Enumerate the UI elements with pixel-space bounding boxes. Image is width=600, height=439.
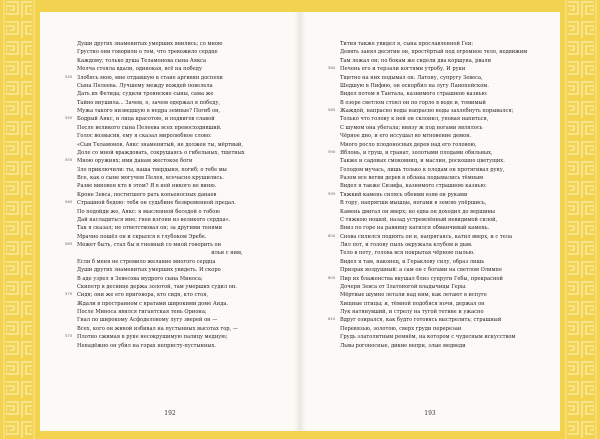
text-line xyxy=(77,57,245,65)
text-line xyxy=(77,82,245,90)
text-line xyxy=(77,275,245,283)
text-line xyxy=(77,65,245,73)
line-text: Мрачно пошёл он и скрылся в глубоком Эребе. xyxy=(77,233,207,240)
line-text: Скипетр в деснице держа золотой, там умерших судил он. xyxy=(77,283,237,290)
text-line xyxy=(340,48,527,56)
line-text: Камень двигал он вверх; но едва он доходил до вершины xyxy=(340,208,495,215)
line-text: После великого сына Пелеева всех превосходивший. xyxy=(77,124,222,131)
line-text: Грустно они говорили о том, что тревожило сердце xyxy=(77,49,218,56)
line-text: С тяжкою ношей, назад устремлённый невидимой силой, xyxy=(340,216,498,223)
text-line xyxy=(340,291,527,299)
line-text: Печень его и терзали когтями утробу. И руки xyxy=(340,66,466,73)
line-text: Перевязью, золотою, сверх груди перерезан xyxy=(340,325,462,332)
line-text: Страшной бедою: тебя он судьбине безвременной предал. xyxy=(77,200,236,207)
line-number: 600 xyxy=(328,232,336,238)
text-line xyxy=(77,266,245,274)
line-text: В озере светлом стоял он по горло в воде и, томимый xyxy=(340,99,486,106)
line-number: 595 xyxy=(328,190,336,196)
line-text: Так я сказал; не ответствовал он; за другими тенями xyxy=(77,225,222,232)
text-line xyxy=(328,274,527,283)
line-text: Души других знаменитых умерших увидеть. И скоро xyxy=(77,267,221,274)
text-line xyxy=(340,325,527,333)
text-line xyxy=(77,182,245,190)
line-text: Зло приключили: ты, наша твердыня, погиб; о тебе мы xyxy=(77,166,227,173)
line-text: Гнал по широкому Асфоделовому лугу зверей он — xyxy=(77,317,218,324)
text-line xyxy=(77,191,245,199)
text-line xyxy=(65,199,245,207)
line-text: Злобясь мою, мне отдавшую в стане аргивян доспехи xyxy=(77,74,223,81)
line-text: Хищные птицы; и, тёмной подобяся ночи, держал он xyxy=(340,300,485,307)
text-line xyxy=(77,149,245,157)
line-text: В гору, напрягши мышцы, ногами в землю упёршись, xyxy=(340,200,487,207)
line-text: Львы рогоносные, дикие вепри, злые медведи xyxy=(340,342,466,349)
text-line xyxy=(340,174,527,182)
text-line xyxy=(65,241,245,249)
text-line xyxy=(65,73,245,82)
line-text: Лук натянувший, и стрелу на тугой тетиве и ужасно xyxy=(340,309,484,315)
line-text: По подойди же, Аякс: я мысленной беседой о тобою xyxy=(77,208,220,215)
text-line xyxy=(340,82,527,90)
text-line xyxy=(77,124,245,132)
text-line xyxy=(340,141,527,149)
text-line xyxy=(77,224,245,232)
left-page xyxy=(40,12,300,431)
text-line xyxy=(340,57,527,65)
text-line xyxy=(77,208,245,216)
text-line xyxy=(328,316,527,324)
line-text: Души других знаменитых умерших явились; со мною xyxy=(77,41,223,47)
line-number: 550 xyxy=(65,115,73,121)
right-page-number: 193 xyxy=(424,410,436,417)
text-line xyxy=(340,99,527,107)
line-text: Видел потом я Тантала, казнимого страшною казнью: xyxy=(340,91,488,98)
line-text: Жаждой, напрасно воды напрасно воды захлебнуть порывался; xyxy=(340,108,514,114)
text-line xyxy=(77,325,245,333)
text-line xyxy=(77,249,245,257)
right-page xyxy=(300,12,560,431)
text-line xyxy=(77,216,245,224)
line-text: Если б меня не стремило желание многого сердца xyxy=(77,258,216,265)
text-line xyxy=(340,74,527,82)
text-line xyxy=(77,300,245,308)
line-number: 565 xyxy=(65,241,73,246)
line-text: Мужа такого низведшую в недра земные? Погиб он, xyxy=(77,108,221,114)
text-line xyxy=(77,40,245,48)
text-line xyxy=(328,232,527,241)
text-line xyxy=(77,132,245,140)
left-page-text xyxy=(65,40,245,350)
line-text: Призрак воздушный: а сам он с богами на светлом Олимпе xyxy=(340,267,502,274)
line-text: Тщетно на них подымал он. Латону, супругу Зевеса, xyxy=(340,74,483,81)
line-number: 585 xyxy=(328,107,336,112)
line-number: 580 xyxy=(328,65,336,71)
text-line xyxy=(340,224,527,232)
line-text: Снова силился поднять он и, напрягаясь, катил вверх, и с тела xyxy=(340,233,513,240)
line-number: 575 xyxy=(65,333,73,339)
line-text: Чёрное дно, и его иссушал во мгновение демон. xyxy=(340,133,472,140)
text-line xyxy=(77,258,245,266)
line-number: 545 xyxy=(65,73,73,79)
text-line xyxy=(65,157,245,165)
text-line xyxy=(77,308,245,316)
text-line xyxy=(340,115,527,123)
text-line xyxy=(65,115,245,123)
line-text: Шедшую в Пифию, он оскорбил на лугу Панопейском. xyxy=(340,82,489,89)
line-text: Все, как о сыне могучем Пелея, всечасно крушились. xyxy=(77,175,224,181)
line-text: Тяжкий камень силясь обеими взяв он руками xyxy=(340,191,468,198)
book-gutter xyxy=(294,12,306,431)
text-line xyxy=(340,241,527,249)
line-text: Ждали в пространном с вратами широкими доме Аида. xyxy=(77,300,229,307)
line-text: Тело в поту, голова вся покрытая чёрною пылью. xyxy=(340,250,475,257)
text-line xyxy=(77,316,245,324)
line-text: Может быть, стал бы и гневный со мной говорить он xyxy=(77,242,222,248)
text-line xyxy=(77,141,245,149)
text-line xyxy=(77,107,245,115)
text-line xyxy=(340,258,527,266)
text-line xyxy=(328,190,527,199)
line-text: Там лежал он; по бокам же сидели два коршуна, рвали xyxy=(340,57,492,64)
text-line xyxy=(65,291,245,299)
text-line xyxy=(77,48,245,56)
line-text: Яблонь, и груш, и гранат, золотыми плодами обильных, xyxy=(340,149,493,156)
text-line xyxy=(77,166,245,174)
text-line xyxy=(340,124,527,132)
text-line xyxy=(340,308,527,316)
text-line xyxy=(340,182,527,190)
line-text: Сына Пелеева. Лучшему между вождей повелела xyxy=(77,82,213,89)
line-text: Видел я там, наконец, и Гераклову силу, образ лишь xyxy=(340,258,484,265)
line-text: Разве виновен кто в этом? Я в ней никого не виню. xyxy=(77,183,217,190)
line-text: Лил пот, и голову пыль окружала клубом и дым. xyxy=(340,242,473,248)
text-line xyxy=(340,199,527,207)
text-line xyxy=(340,90,527,98)
line-text: Кроне Зевса, постигшего рать копьеносных данаев xyxy=(77,191,217,198)
right-page-text xyxy=(328,40,528,350)
text-line xyxy=(340,300,527,308)
line-text: Дочери Зевса от Златоногой владычицы Геры. xyxy=(340,283,467,290)
text-line xyxy=(77,90,245,98)
line-text: С шумом она убегала; внизу ж под ногами являлось xyxy=(340,124,483,131)
text-line xyxy=(340,283,527,291)
line-text: Вниз по горе на равнину катился обманчивый камень. xyxy=(340,225,490,232)
line-text: Всех, кого он живой избивал на пустынных высотах гор, — xyxy=(77,325,238,332)
line-text: Видел я также Сизифа, казнимого страшною казнью: xyxy=(340,183,487,190)
line-number: 555 xyxy=(65,157,73,163)
text-line xyxy=(340,333,527,341)
line-text: После Миноса явился гигантская тень Ориона; xyxy=(77,309,207,315)
text-line xyxy=(328,107,527,115)
line-number: 605 xyxy=(328,274,336,280)
text-line xyxy=(340,216,527,224)
text-line xyxy=(77,233,245,241)
line-text: Дать их Фетида; судили троянские сыны, сама же xyxy=(77,91,214,98)
text-line xyxy=(77,99,245,107)
text-line xyxy=(77,174,245,182)
text-line xyxy=(340,132,527,140)
line-number: 560 xyxy=(65,199,73,205)
line-text: Также и садовых смоковниц, и маслин, роскошно цветущих. xyxy=(340,158,505,165)
line-text: Сидя; они же его приговора, кто сидя, кто стоя, xyxy=(77,292,209,299)
text-line xyxy=(77,342,245,350)
line-text: Бодрый Аякс, и лица красотою, и подвигов славой xyxy=(77,116,215,123)
line-number: 590 xyxy=(328,148,336,154)
line-text: Ненадёжно он убил на горах непристу-пустынных. xyxy=(77,342,216,349)
line-text: Тития также увидел я, сына прославленной Геи: xyxy=(340,41,474,47)
line-number: 610 xyxy=(328,316,336,322)
text-line xyxy=(340,157,527,165)
line-text: Молча стояла вдали, одинокая, всё на победу xyxy=(77,66,202,73)
line-text: Каждому; только душа Теламонова сына Аякса xyxy=(77,57,207,64)
text-line xyxy=(340,342,527,350)
line-text: ильи с ним, xyxy=(211,250,243,257)
text-line xyxy=(328,148,527,157)
text-line xyxy=(340,208,527,216)
text-line xyxy=(340,266,527,274)
text-line xyxy=(340,40,527,48)
line-text: Тайно внушила... Зачем, о, зачем одержал я победу, xyxy=(77,99,221,106)
line-text: Разом все ветви дерев в облака подымались тёмным xyxy=(340,175,484,181)
text-line xyxy=(65,333,245,341)
line-text: Голодом мучась, лишь только к плодам он протягивал руку, xyxy=(340,166,505,173)
line-text: Дай насладиться мне; гнев изгони из великого сердца». xyxy=(77,216,231,223)
text-line xyxy=(77,283,245,291)
line-text: Пир их блаженства вкушал близ супруги Гебы, прекрасной xyxy=(340,275,503,282)
line-text: В аде узрел я Зевесова мудрого сына Миноса; xyxy=(77,275,203,282)
left-page-number: 192 xyxy=(164,410,176,417)
line-number: 570 xyxy=(65,291,73,297)
line-text: Много росло плодоносных дерев над его головою, xyxy=(340,141,477,148)
text-line xyxy=(328,65,527,73)
line-text: Только что голову к ней он склонил, уповая напиться, xyxy=(340,116,489,123)
line-text: «Сын Теламонов, Аякс знаменитый, не должен ты, мёртвый, xyxy=(77,141,243,148)
line-text: Доле со мной враждовать, сокрушаясь о гибельных, тщетных xyxy=(77,149,245,156)
line-text: Вдруг озирался, как будто готовясь выстрелить; страшный xyxy=(340,317,502,324)
line-text: Плотно сжимая в руке несокрушимую палицу медную; xyxy=(77,334,228,341)
line-text: Грудь златолитным ремнём, на котором с чудесным искусством xyxy=(340,334,516,341)
line-text: Девять занял десятин он, простёртый под огромное тело, недвижим xyxy=(340,49,528,56)
line-text: Мёртвые шумно летали над ним, как летают в испуге xyxy=(340,292,487,299)
line-text: Мною оружиях; ими данам жестокое боги xyxy=(77,158,193,165)
text-line xyxy=(340,249,527,257)
line-text: Голос возвысив, ему я сказал миролюбное слово: xyxy=(77,133,212,140)
text-line xyxy=(340,166,527,174)
